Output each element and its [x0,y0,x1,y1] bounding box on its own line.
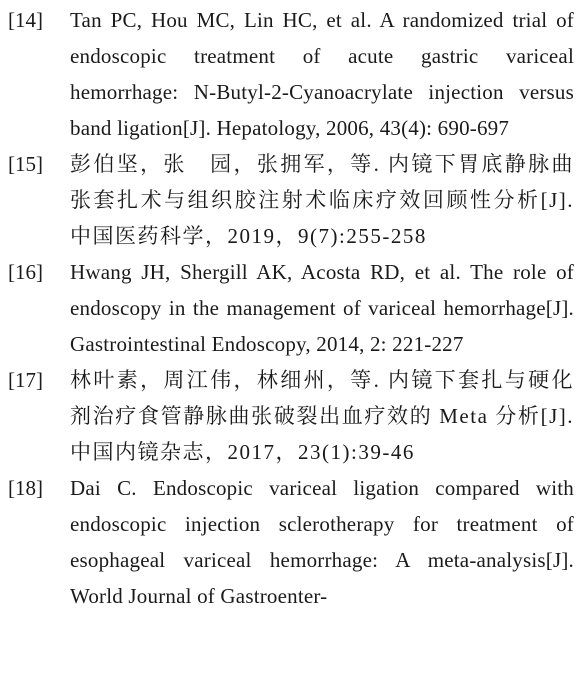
reference-text: Dai C. Endoscopic variceal ligation compared with endoscopic injection sclerotherapy for treatment of esophageal variceal hemorrhage: A meta-analysis[J]. World Journal of Gastroenter- [70,476,574,608]
reference-number: [15] [8,152,43,176]
reference-number: [18] [8,476,43,500]
reference-item [8,254,574,362]
reference-item [8,146,574,254]
reference-text: 彭伯坚，张 园，张拥军，等. 内镜下胃底静脉曲张套扎术与组织胶注射术临床疗效回顾性分析[J]. 中国医药科学，2019，9(7):255-258 [70,152,574,248]
reference-text: Tan PC, Hou MC, Lin HC, et al. A randomized trial of endoscopic treatment of acute gastric variceal hemorrhage: N-Butyl-2-Cyanoacrylate injection versus band ligation[J]. Hepatology, 2006, 43(4): 690-697 [70,8,574,140]
reference-number: [17] [8,368,43,392]
reference-item [8,2,574,146]
reference-number: [16] [8,260,43,284]
reference-number: [14] [8,8,43,32]
reference-item [8,470,574,614]
reference-item [8,362,574,470]
reference-text: Hwang JH, Shergill AK, Acosta RD, et al. The role of endoscopy in the management of variceal hemorrhage[J]. Gastrointestinal Endoscopy, 2014, 2: 221-227 [70,260,574,356]
reference-text: 林叶素，周江伟，林细州，等. 内镜下套扎与硬化剂治疗食管静脉曲张破裂出血疗效的 Meta 分析[J]. 中国内镜杂志，2017，23(1):39-46 [70,368,574,464]
